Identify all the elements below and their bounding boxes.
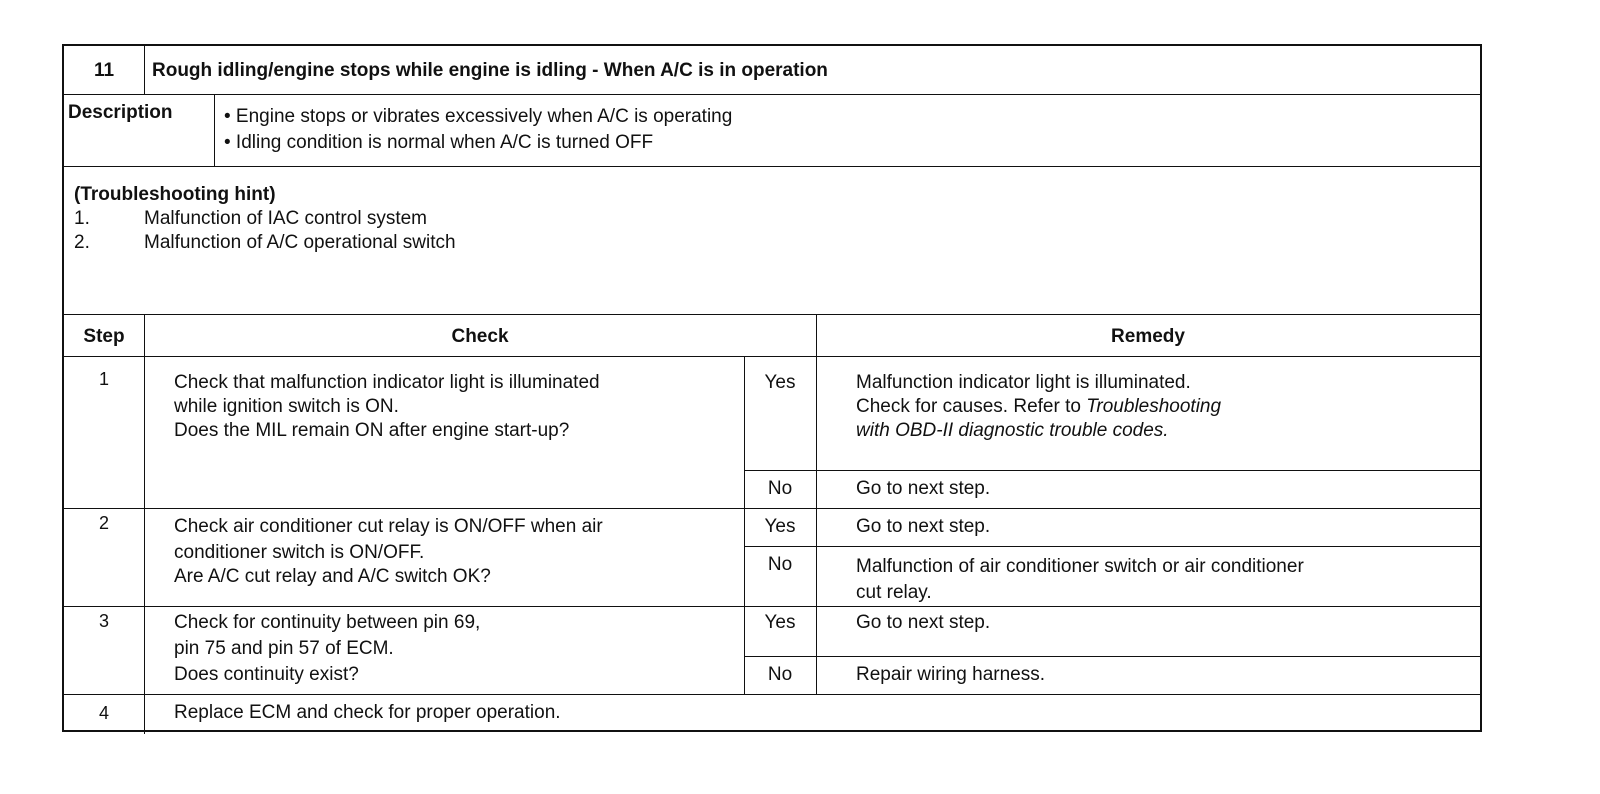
remedy-line: Go to next step. bbox=[856, 516, 991, 537]
no-label: No bbox=[767, 478, 793, 499]
rule-step3 bbox=[64, 694, 1480, 695]
remedy-line: Malfunction of air conditioner switch or air conditioner bbox=[856, 556, 1304, 577]
description-line-1: • Engine stops or vibrates excessively when A/C is operating bbox=[224, 106, 733, 127]
check-line: Does the MIL remain ON after engine start-up? bbox=[174, 420, 570, 441]
remedy-line: Malfunction indicator light is illuminated. bbox=[856, 372, 1191, 393]
remedy-line: Go to next step. bbox=[856, 612, 991, 633]
col-step-header: Step bbox=[83, 326, 125, 347]
hint-item-2-text: Malfunction of A/C operational switch bbox=[144, 232, 456, 253]
header-title: Rough idling/engine stops while engine is idling - When A/C is in operation bbox=[152, 60, 828, 81]
col-check-header: Check bbox=[451, 326, 509, 347]
check-line: Check for continuity between pin 69, bbox=[174, 612, 481, 633]
check-line: while ignition switch is ON. bbox=[174, 396, 399, 417]
rule-v-step bbox=[144, 314, 145, 734]
no-label: No bbox=[767, 664, 793, 685]
check-line: conditioner switch is ON/OFF. bbox=[174, 542, 425, 563]
hint-title: (Troubleshooting hint) bbox=[74, 184, 276, 205]
yes-label: Yes bbox=[764, 612, 796, 633]
check-line: Are A/C cut relay and A/C switch OK? bbox=[174, 566, 491, 587]
remedy-line bbox=[856, 396, 1221, 418]
check-line: Check that malfunction indicator light is illuminated bbox=[174, 372, 600, 393]
step-number: 4 bbox=[98, 703, 109, 723]
rule-header bbox=[64, 94, 1480, 95]
yes-label: Yes bbox=[764, 516, 796, 537]
rule-v-header bbox=[144, 46, 145, 94]
check-line: Does continuity exist? bbox=[174, 664, 359, 685]
step-number: 2 bbox=[98, 513, 109, 533]
step-number: 3 bbox=[98, 611, 109, 631]
rule-v-description bbox=[214, 94, 215, 166]
rule-step3-yes bbox=[744, 656, 1480, 657]
col-remedy-header: Remedy bbox=[1111, 326, 1185, 347]
remedy-text: Check for causes. Refer to bbox=[856, 396, 1087, 417]
remedy-reference: Troubleshooting bbox=[1086, 396, 1222, 417]
hint-item-1-text: Malfunction of IAC control system bbox=[144, 208, 427, 229]
remedy-reference: with OBD-II diagnostic trouble codes. bbox=[856, 420, 1169, 441]
remedy-line: cut relay. bbox=[856, 582, 932, 603]
troubleshooting-table bbox=[62, 44, 1482, 732]
rule-v-remedy bbox=[816, 314, 817, 694]
header-number: 11 bbox=[93, 60, 115, 81]
rule-description bbox=[64, 166, 1480, 167]
rule-step1 bbox=[64, 508, 1480, 509]
rule-table-header bbox=[64, 356, 1480, 357]
rule-step2 bbox=[64, 606, 1480, 607]
rule-step2-yes bbox=[744, 546, 1480, 547]
description-label: Description bbox=[68, 102, 173, 123]
rule-step1-yes bbox=[744, 470, 1480, 471]
description-line-2: • Idling condition is normal when A/C is turned OFF bbox=[224, 132, 654, 153]
rule-hint bbox=[64, 314, 1480, 315]
remedy-line: Repair wiring harness. bbox=[856, 664, 1046, 685]
hint-item-1-num: 1. bbox=[74, 208, 90, 229]
check-line: Check air conditioner cut relay is ON/OFF when air bbox=[174, 516, 603, 537]
check-line: Replace ECM and check for proper operation. bbox=[174, 702, 561, 723]
check-line: pin 75 and pin 57 of ECM. bbox=[174, 638, 394, 659]
hint-item-2-num: 2. bbox=[74, 232, 90, 253]
yes-label: Yes bbox=[764, 372, 796, 393]
step-number: 1 bbox=[98, 369, 109, 389]
remedy-line: Go to next step. bbox=[856, 478, 991, 499]
no-label: No bbox=[767, 554, 793, 575]
